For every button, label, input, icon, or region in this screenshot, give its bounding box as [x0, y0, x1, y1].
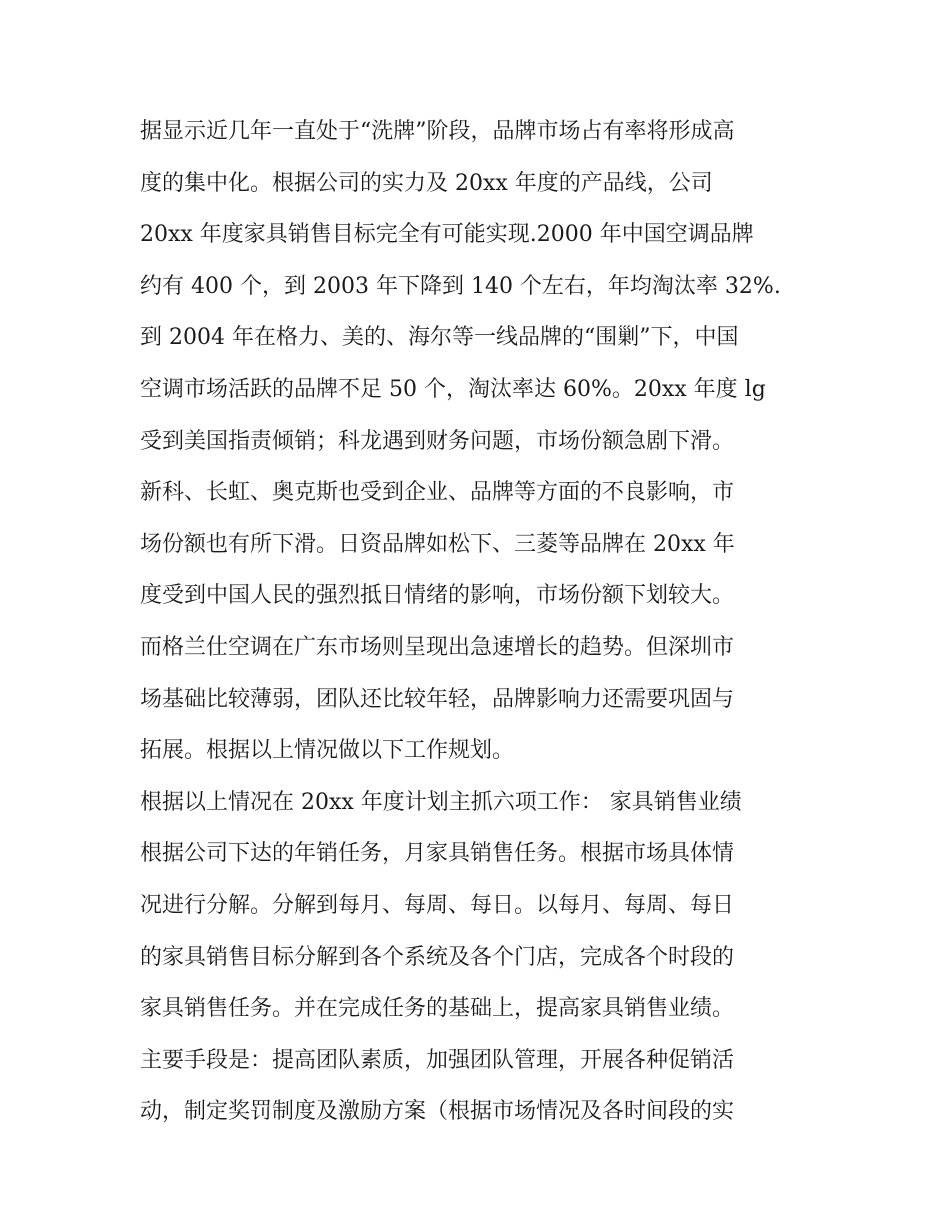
- text-line: 而格兰仕空调在广东市场则呈现出急速增长的趋势。但深圳市: [140, 634, 735, 660]
- text-line: 20xx 年度家具销售目标完全有可能实现.2000 年中国空调品牌: [140, 222, 754, 248]
- text-line: 主要手段是：提高团队素质，加强团队管理，开展各种促销活: [140, 1047, 735, 1073]
- text-line: 场基础比较薄弱，团队还比较年轻，品牌影响力还需要巩固与: [140, 686, 735, 712]
- text-line: 拓展。根据以上情况做以下工作规划。: [140, 738, 515, 764]
- text-line: 约有 400 个，到 2003 年下降到 140 个左右，年均淘汰率 32%.: [140, 273, 781, 299]
- text-line: 家具销售任务。并在完成任务的基础上，提高家具销售业绩。: [140, 996, 735, 1022]
- text-line: 动，制定奖罚制度及激励方案（根据市场情况及各时间段的实: [140, 1099, 735, 1125]
- text-line: 到 2004 年在格力、美的、海尔等一线品牌的“围剿”下，中国: [140, 325, 739, 351]
- text-line: 受到美国指责倾销；科龙遇到财务问题，市场份额急剧下滑。: [140, 428, 735, 454]
- text-line: 根据以上情况在 20xx 年度计划主抓六项工作： 家具销售业绩: [140, 789, 742, 815]
- text-line: 根据公司下达的年销任务，月家具销售任务。根据市场具体情: [140, 841, 735, 867]
- text-line: 新科、长虹、奥克斯也受到企业、品牌等方面的不良影响，市: [140, 480, 735, 506]
- text-line: 度受到中国人民的强烈抵日情绪的影响，市场份额下划较大。: [140, 583, 735, 609]
- body-text: [140, 106, 820, 1138]
- text-line: 据显示近几年一直处于“洗牌”阶段，品牌市场占有率将形成高: [140, 119, 735, 144]
- text-line: 度的集中化。根据公司的实力及 20xx 年度的产品线，公司: [140, 170, 713, 196]
- text-line: 场份额也有所下滑。日资品牌如松下、三菱等品牌在 20xx 年: [140, 531, 735, 557]
- text-line: 空调市场活跃的品牌不足 50 个，淘汰率达 60%。20xx 年度 lg: [140, 376, 766, 402]
- text-line: 况进行分解。分解到每月、每周、每日。以每月、每周、每日: [140, 892, 735, 918]
- text-line: 的家具销售目标分解到各个系统及各个门店，完成各个时段的: [140, 944, 735, 970]
